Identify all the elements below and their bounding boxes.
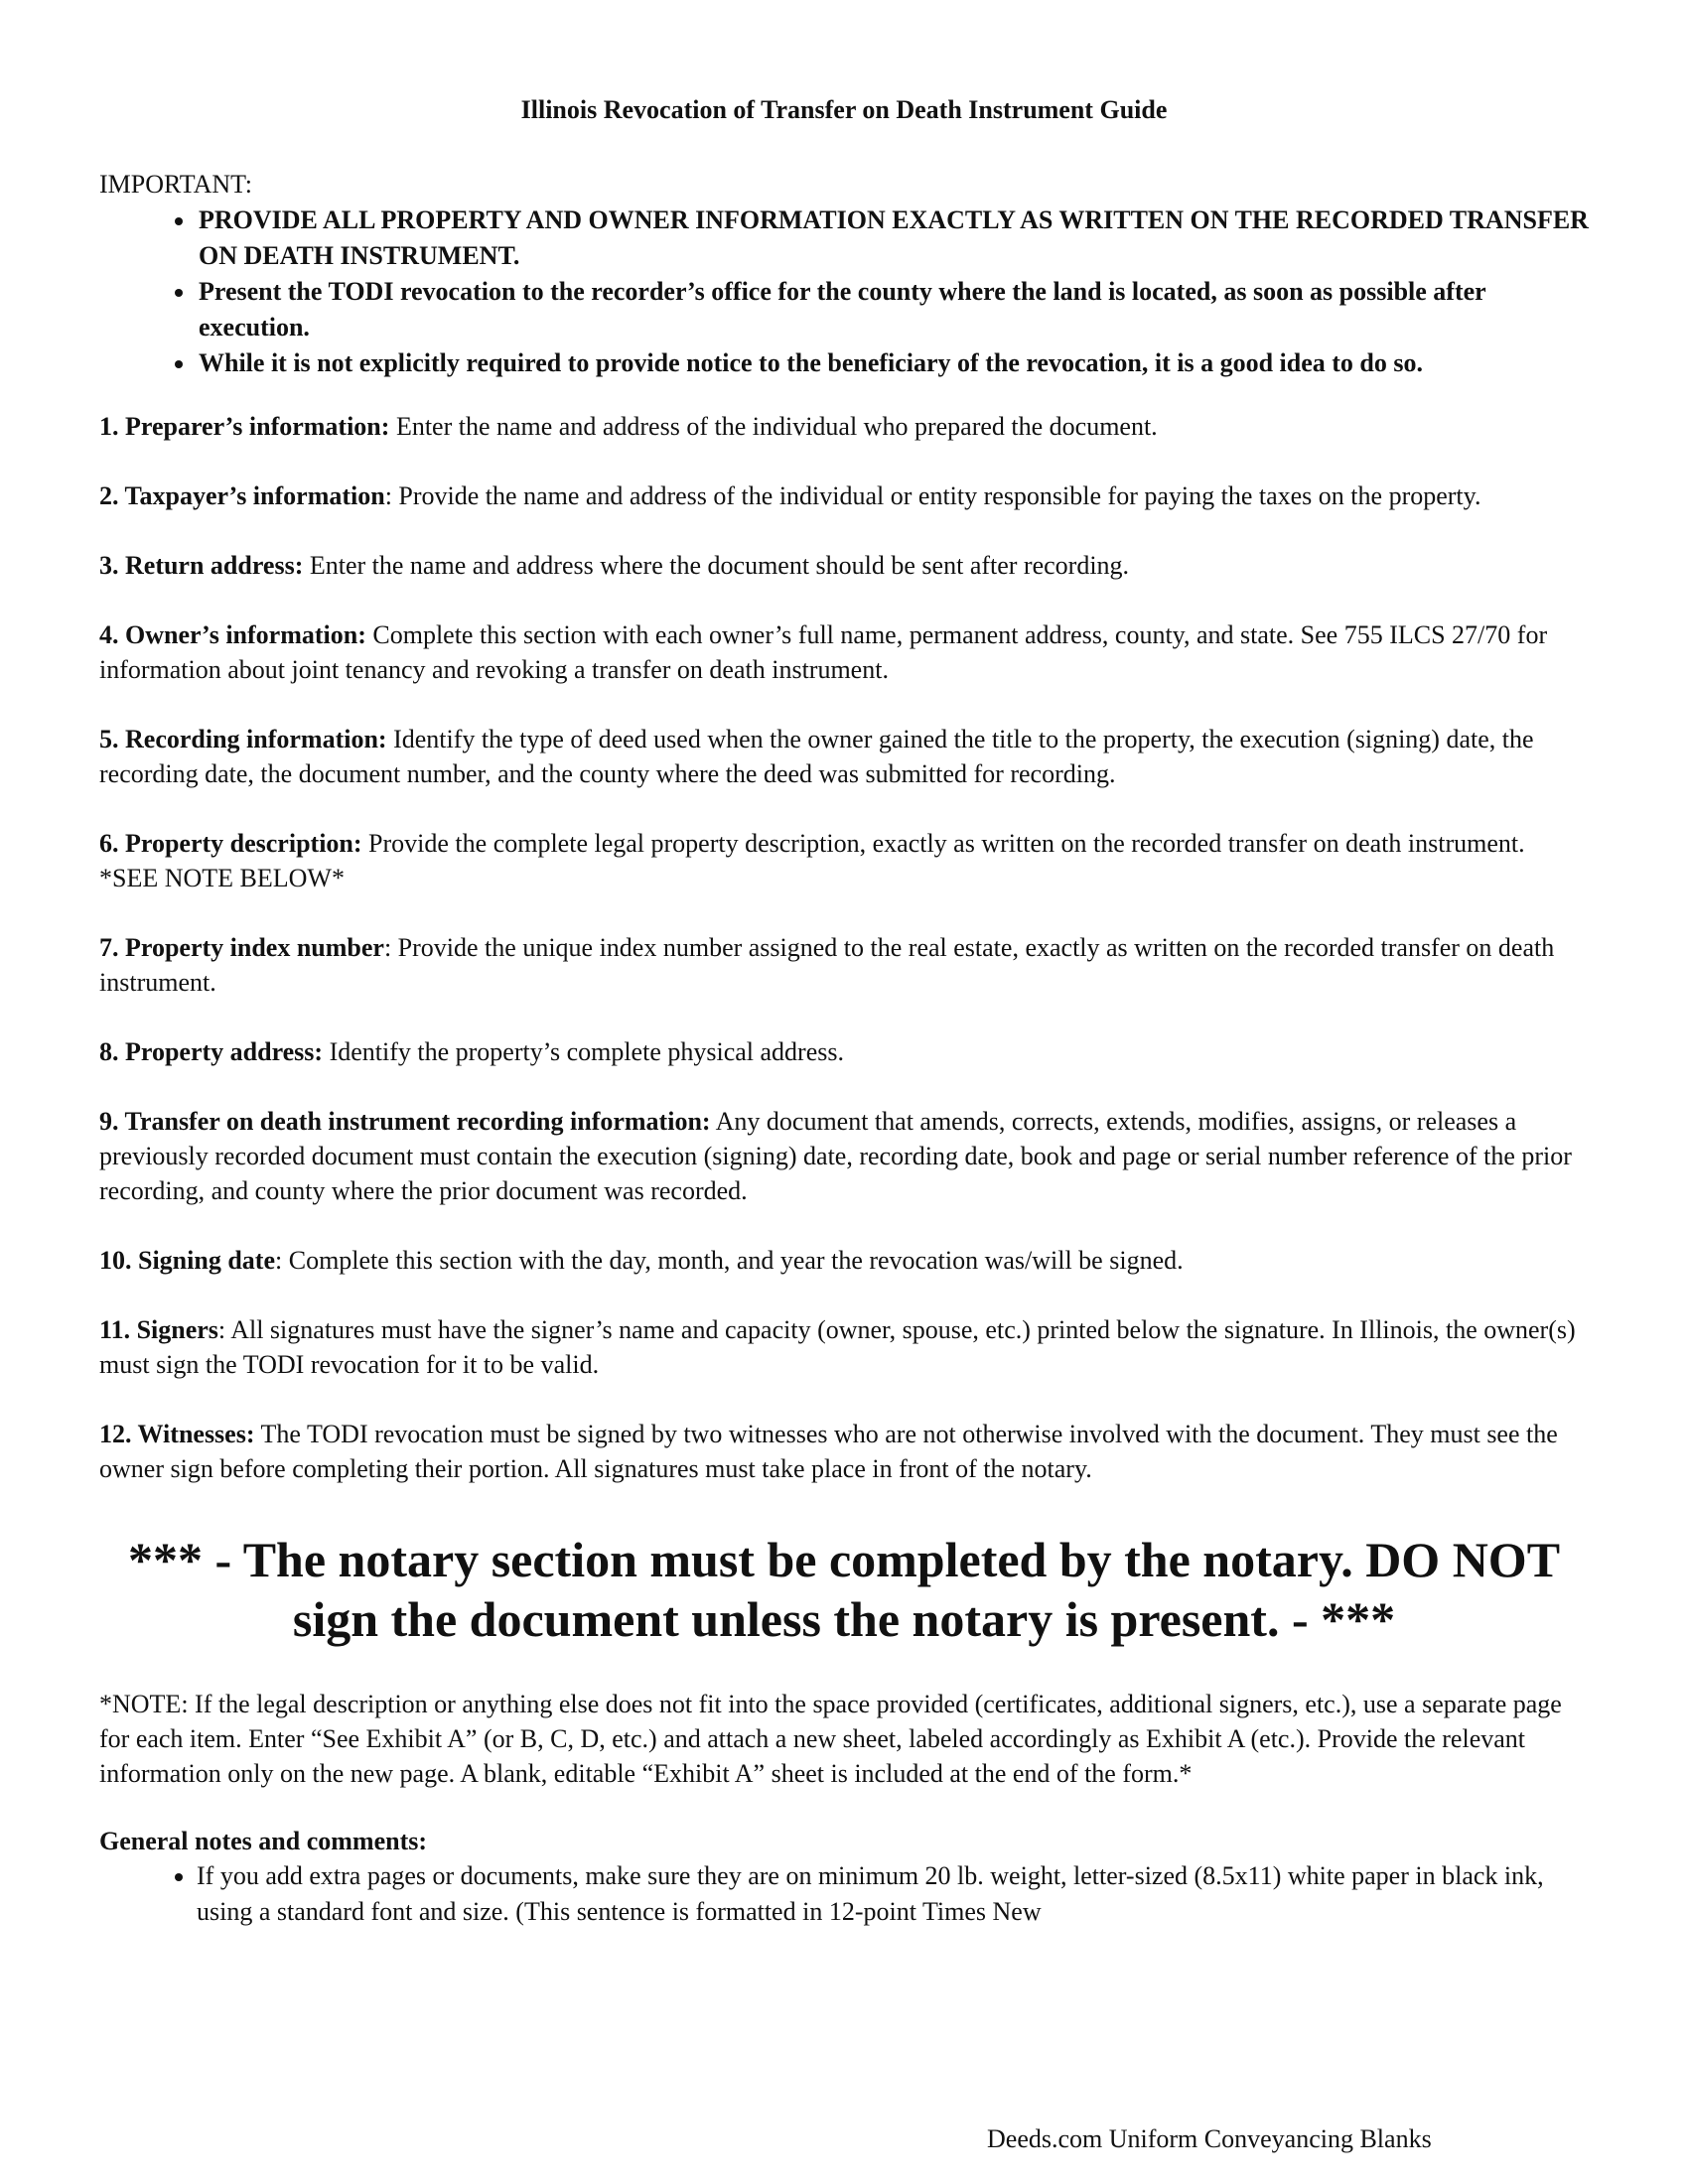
instruction-property-address	[99, 1034, 1589, 1069]
instruction-signers	[99, 1312, 1589, 1382]
notary-warning-banner: *** - The notary section must be completed by the notary. DO NOT sign the document unless the notary is present. - ***	[127, 1532, 1561, 1647]
item-text: : Provide the unique index number assigned to the real estate, exactly as written on the recorded transfer on death instrument.	[99, 933, 1555, 997]
instruction-taxpayer	[99, 478, 1589, 513]
item-text: Identify the type of deed used when the owner gained the title to the property, the execution (signing) date, the recording date, the document number, and the county where the deed was submitted for recording.	[99, 725, 1534, 788]
item-text: : Complete this section with the day, month, and year the revocation was/will be signed.	[275, 1246, 1184, 1275]
item-text: The TODI revocation must be signed by two witnesses who are not otherwise involved with the document. They must see the owner sign before completing their portion. All signatures must take place in front of the notary.	[99, 1420, 1558, 1483]
important-bullet: • Present the TODI revocation to the recorder’s office for the county where the land is located, as soon as possible after execution.	[197, 274, 1589, 345]
important-bullet: • While it is not explicitly required to provide notice to the beneficiary of the revocation, it is a good idea to do so.	[197, 345, 1589, 381]
item-text: Enter the name and address where the document should be sent after recording.	[303, 551, 1130, 580]
item-text: Complete this section with each owner’s full name, permanent address, county, and state. See 755 ILCS 27/70 for information about joint tenancy and revoking a transfer on death instrument.	[99, 620, 1548, 684]
item-label: 3. Return address:	[99, 551, 304, 580]
item-text: Provide the complete legal property description, exactly as written on the recorded transfer on death instrument. *SEE NOTE BELOW*	[99, 829, 1525, 892]
important-list	[99, 203, 1589, 381]
instruction-preparer	[99, 409, 1589, 444]
item-label: 9. Transfer on death instrument recording information:	[99, 1107, 711, 1136]
instruction-owner	[99, 617, 1589, 687]
document-page	[99, 93, 1589, 1930]
item-label: 7. Property index number	[99, 933, 384, 962]
item-label: 5. Recording information:	[99, 725, 387, 753]
important-bullet: • PROVIDE ALL PROPERTY AND OWNER INFORMATION EXACTLY AS WRITTEN ON THE RECORDED TRANSFER ON DEATH INSTRUMENT.	[197, 203, 1589, 274]
item-label: 10. Signing date	[99, 1246, 275, 1275]
footer-text: Deeds.com Uniform Conveyancing Blanks	[987, 2124, 1432, 2153]
general-notes-heading: General notes and comments:	[99, 1827, 428, 1855]
instruction-signing-date	[99, 1243, 1589, 1278]
item-text: Enter the name and address of the individual who prepared the document.	[389, 412, 1158, 441]
item-label: 6. Property description:	[99, 829, 362, 858]
item-text: Any document that amends, corrects, extends, modifies, assigns, or releases a previously recorded document must contain the execution (signing) date, recording date, book and page or serial number reference of the prior recording, and county where the prior document was recorded.	[99, 1107, 1572, 1205]
item-label: 8. Property address:	[99, 1037, 324, 1066]
general-note-bullet: • If you add extra pages or documents, make sure they are on minimum 20 lb. weight, letter-sized (8.5x11) white paper in black ink, using a standard font and size. (This sentence is formatted in 12-point Times New	[197, 1858, 1589, 1930]
general-notes-list	[99, 1858, 1589, 1930]
item-label: 1. Preparer’s information:	[99, 412, 390, 441]
document-title: Illinois Revocation of Transfer on Death Instrument Guide	[520, 95, 1168, 124]
item-label: 12. Witnesses:	[99, 1420, 255, 1448]
important-label: IMPORTANT:	[99, 170, 252, 199]
item-label: 11. Signers	[99, 1315, 218, 1344]
instruction-property-description	[99, 826, 1589, 895]
instruction-property-index	[99, 930, 1589, 1000]
item-text: : Provide the name and address of the individual or entity responsible for paying the taxes on the property.	[384, 481, 1481, 510]
instruction-return-address	[99, 548, 1589, 583]
item-label: 2. Taxpayer’s information	[99, 481, 385, 510]
item-label: 4. Owner’s information:	[99, 620, 366, 649]
item-text: Identify the property’s complete physical address.	[323, 1037, 844, 1066]
item-text: : All signatures must have the signer’s name and capacity (owner, spouse, etc.) printed below the signature. In Illinois, the owner(s) must sign the TODI revocation for it to be valid.	[99, 1315, 1576, 1379]
instruction-todi-recording	[99, 1104, 1589, 1208]
instruction-recording	[99, 722, 1589, 791]
exhibit-note: *NOTE: If the legal description or anything else does not fit into the space provided (certificates, additional signers, etc.), use a separate page for each item. Enter “See Exhibit A” (or B, C, D, etc.) and attach a new sheet, labeled accordingly as Exhibit A (etc.). Provide the relevant information only on the new page. A blank, editable “Exhibit A” sheet is included at the end of the form.*	[99, 1690, 1562, 1788]
instruction-witnesses	[99, 1417, 1589, 1486]
